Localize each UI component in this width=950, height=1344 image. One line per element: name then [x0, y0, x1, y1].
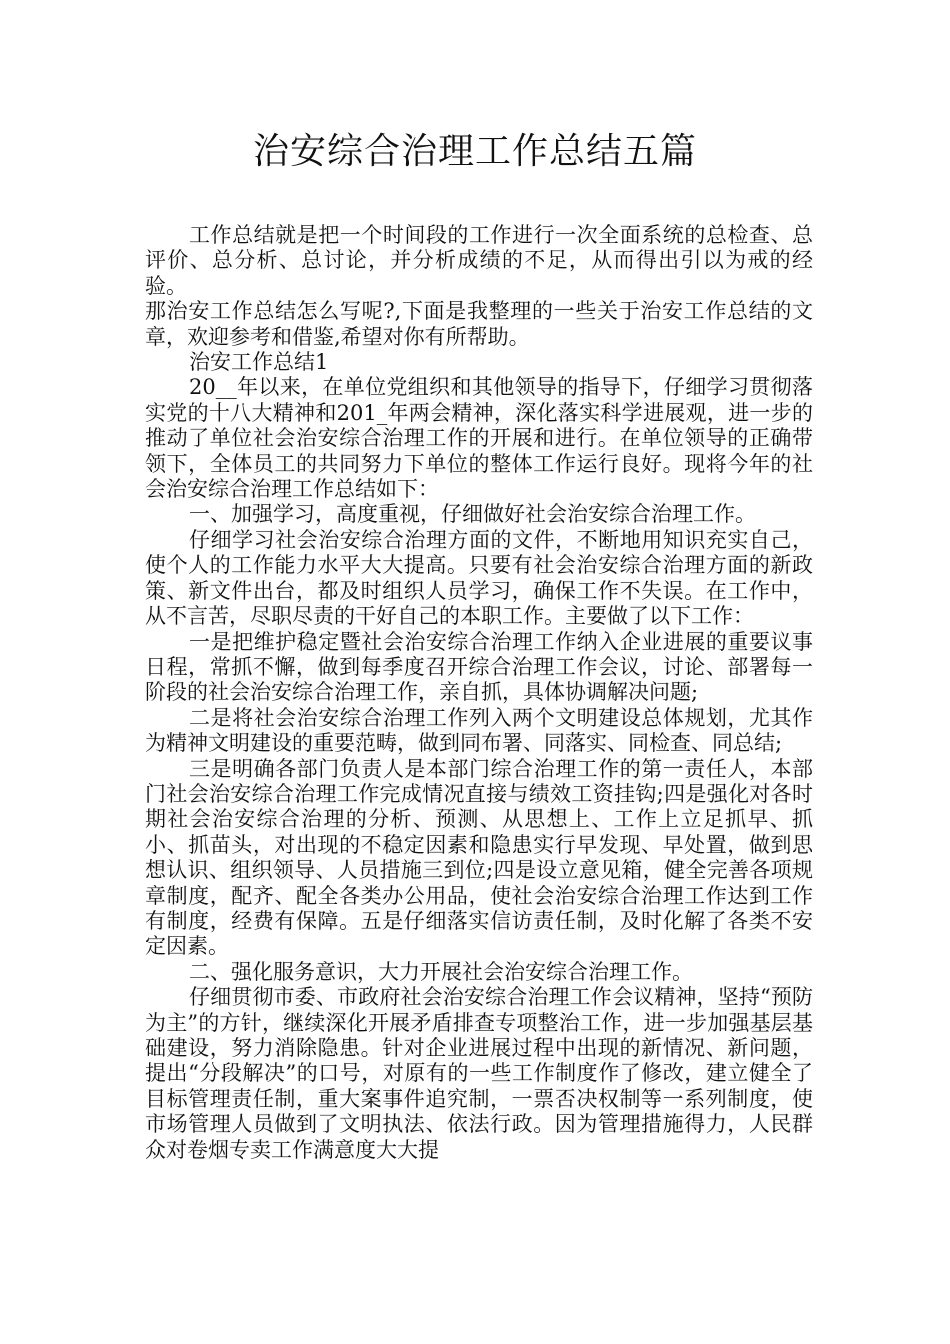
body-paragraph: 仔细学习社会治安综合治理方面的文件，不断地用知识充实自己，使个人的工作能力水平大大提高。只要有社会治安综合治理方面的新政策、新文件出台，都及时组织人员学习，确保工作不失误。在工作中，从不言苦，尽职尽责的干好自己的本职工作。主要做了以下工作： [145, 527, 813, 629]
body-paragraph: 仔细贯彻市委、市政府社会治安综合治理工作会议精神，坚持“预防为主”的方针，继续深化开展矛盾排查专项整治工作，进一步加强基层基础建设，努力消除隐患。针对企业进展过程中出现的新情况、新问题，提出“分段解决”的口号，对原有的一些工作制度作了修改，建立健全了目标管理责任制，重大案事件追究制，一票否决权制等一系列制度，使市场管理人员做到了文明执法、依法行政。因为管理措施得力，人民群众对卷烟专卖工作满意度大大提 [145, 985, 813, 1162]
body-paragraph: 一是把维护稳定暨社会治安综合治理工作纳入企业进展的重要议事日程，常抓不懈，做到每季度召开综合治理工作会议，讨论、部署每一阶段的社会治安综合治理工作，亲自抓，具体协调解决问题; [145, 629, 813, 705]
document-title: 治安综合治理工作总结五篇 [252, 131, 697, 172]
body-paragraph: 那治安工作总结怎么写呢?,下面是我整理的一些关于治安工作总结的文章，欢迎参考和借鉴,希望对你有所帮助。 [145, 299, 813, 349]
body-paragraph: 治安工作总结1 [189, 350, 329, 375]
body-paragraph: 工作总结就是把一个时间段的工作进行一次全面系统的总检查、总评价、总分析、总讨论，并分析成绩的不足，从而得出引以为戒的经验。 [145, 223, 813, 298]
document-body [145, 223, 813, 1163]
body-paragraph: 20__年以来，在单位党组织和其他领导的指导下，仔细学习贯彻落实党的十八大精神和201_年两会精神，深化落实科学进展观，进一步的推动了单位社会治安综合治理工作的开展和进行。在单位领导的正确带领下，全体员工的共同努力下单位的整体工作运行良好。现将今年的社会治安综合治理工作总结如下： [145, 375, 813, 502]
body-paragraph: 二、强化服务意识，大力开展社会治安综合治理工作。 [189, 959, 693, 984]
body-paragraph: 二是将社会治安综合治理工作列入两个文明建设总体规划，尤其作为精神文明建设的重要范畴，做到同布署、同落实、同检查、同总结; [145, 705, 813, 756]
body-paragraph: 三是明确各部门负责人是本部门综合治理工作的第一责任人，本部门社会治安综合治理工作完成情况直接与绩效工资挂钩;四是强化对各时期社会治安综合治理的分析、预测、从思想上、工作上立足抓早、抓小、抓苗头，对出现的不稳定因素和隐患实行早发现、早处置，做到思想认识、组织领导、人员措施三到位;四是设立意见箱，健全完善各项规章制度，配齐、配全各类办公用品，使社会治安综合治理工作达到工作有制度，经费有保障。五是仔细落实信访责任制，及时化解了各类不安定因素。 [145, 756, 813, 959]
body-paragraph: 一、加强学习，高度重视，仔细做好社会治安综合治理工作。 [189, 502, 756, 527]
